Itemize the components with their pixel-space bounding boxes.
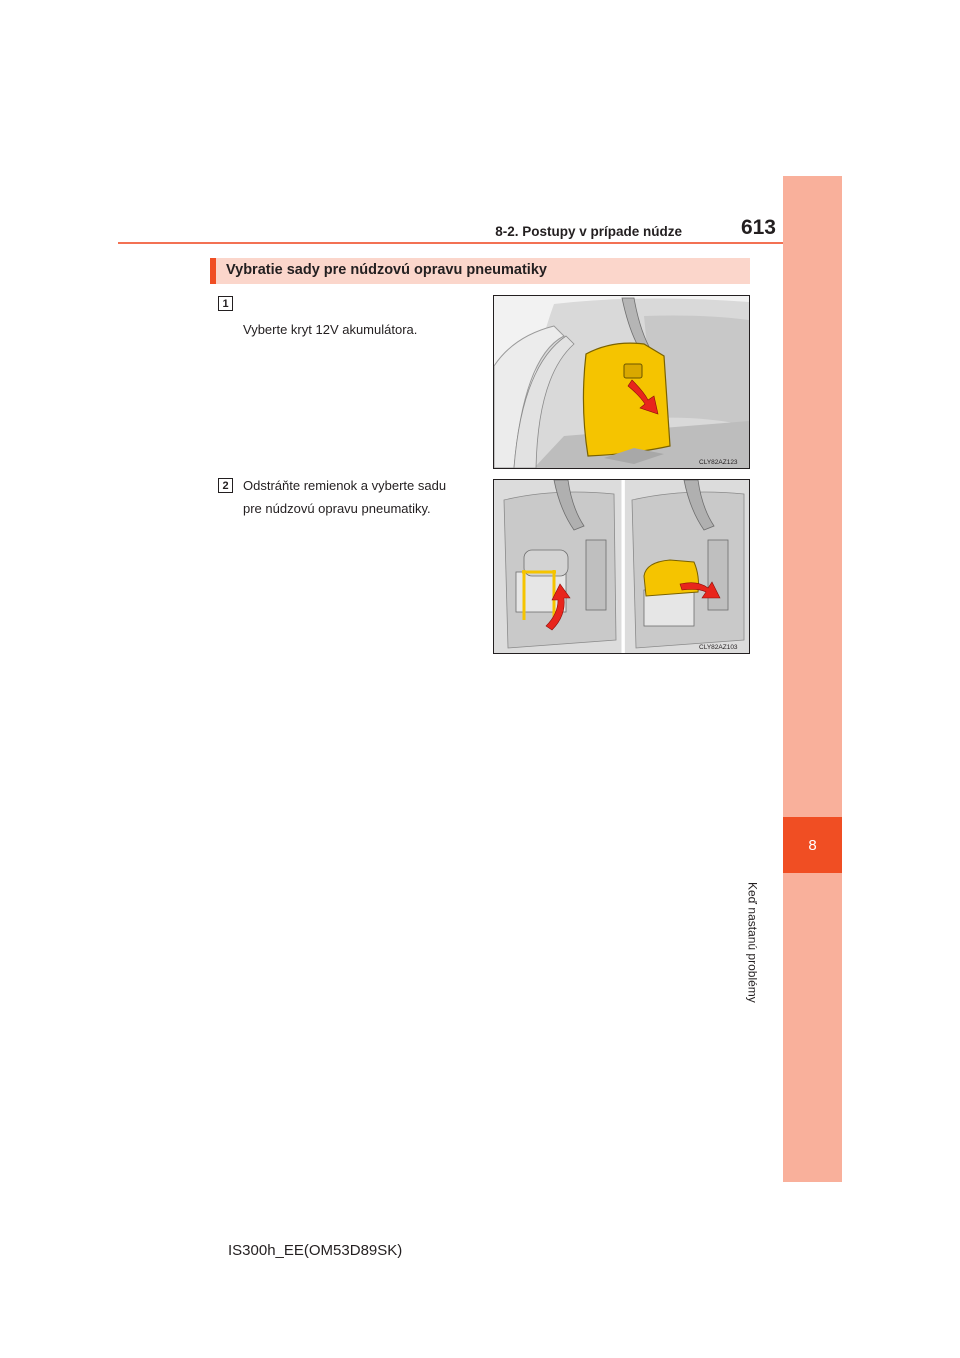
- page-number: 613: [740, 216, 776, 239]
- section-heading: Vybratie sady pre núdzovú opravu pneumatiky: [226, 262, 547, 278]
- step-2-text-line-1: Odstráňte remienok a vyberte sadu: [243, 478, 447, 493]
- step-2-text-line-2: pre núdzovú opravu pneumatiky.: [243, 501, 431, 516]
- chapter-title-vertical: [745, 882, 823, 1042]
- figure-repair-kit-removal: [493, 479, 750, 654]
- step-1-text: Vyberte kryt 12V akumulátora.: [243, 322, 418, 337]
- chapter-title: Keď nastanú problémy: [745, 882, 760, 1003]
- figure-2-right-panel: [625, 480, 749, 653]
- step-2-number: 2: [218, 478, 233, 493]
- figure-1-code: CLY82AZ123: [699, 459, 738, 466]
- model-code-footer: IS300h_EE(OM53D89SK): [228, 1242, 403, 1259]
- header-section-title: 8-2. Postupy v prípade núdze: [495, 224, 682, 239]
- header-rule: [118, 242, 842, 244]
- figure-battery-cover: [493, 295, 750, 469]
- figure-2-code: CLY82AZ103: [699, 644, 738, 651]
- chapter-number-tab: [783, 817, 842, 873]
- step-1-number: 1: [218, 296, 233, 311]
- figure-2-left-panel: [494, 480, 622, 653]
- chapter-number: 8: [808, 836, 817, 854]
- section-heading-accent: [210, 258, 216, 284]
